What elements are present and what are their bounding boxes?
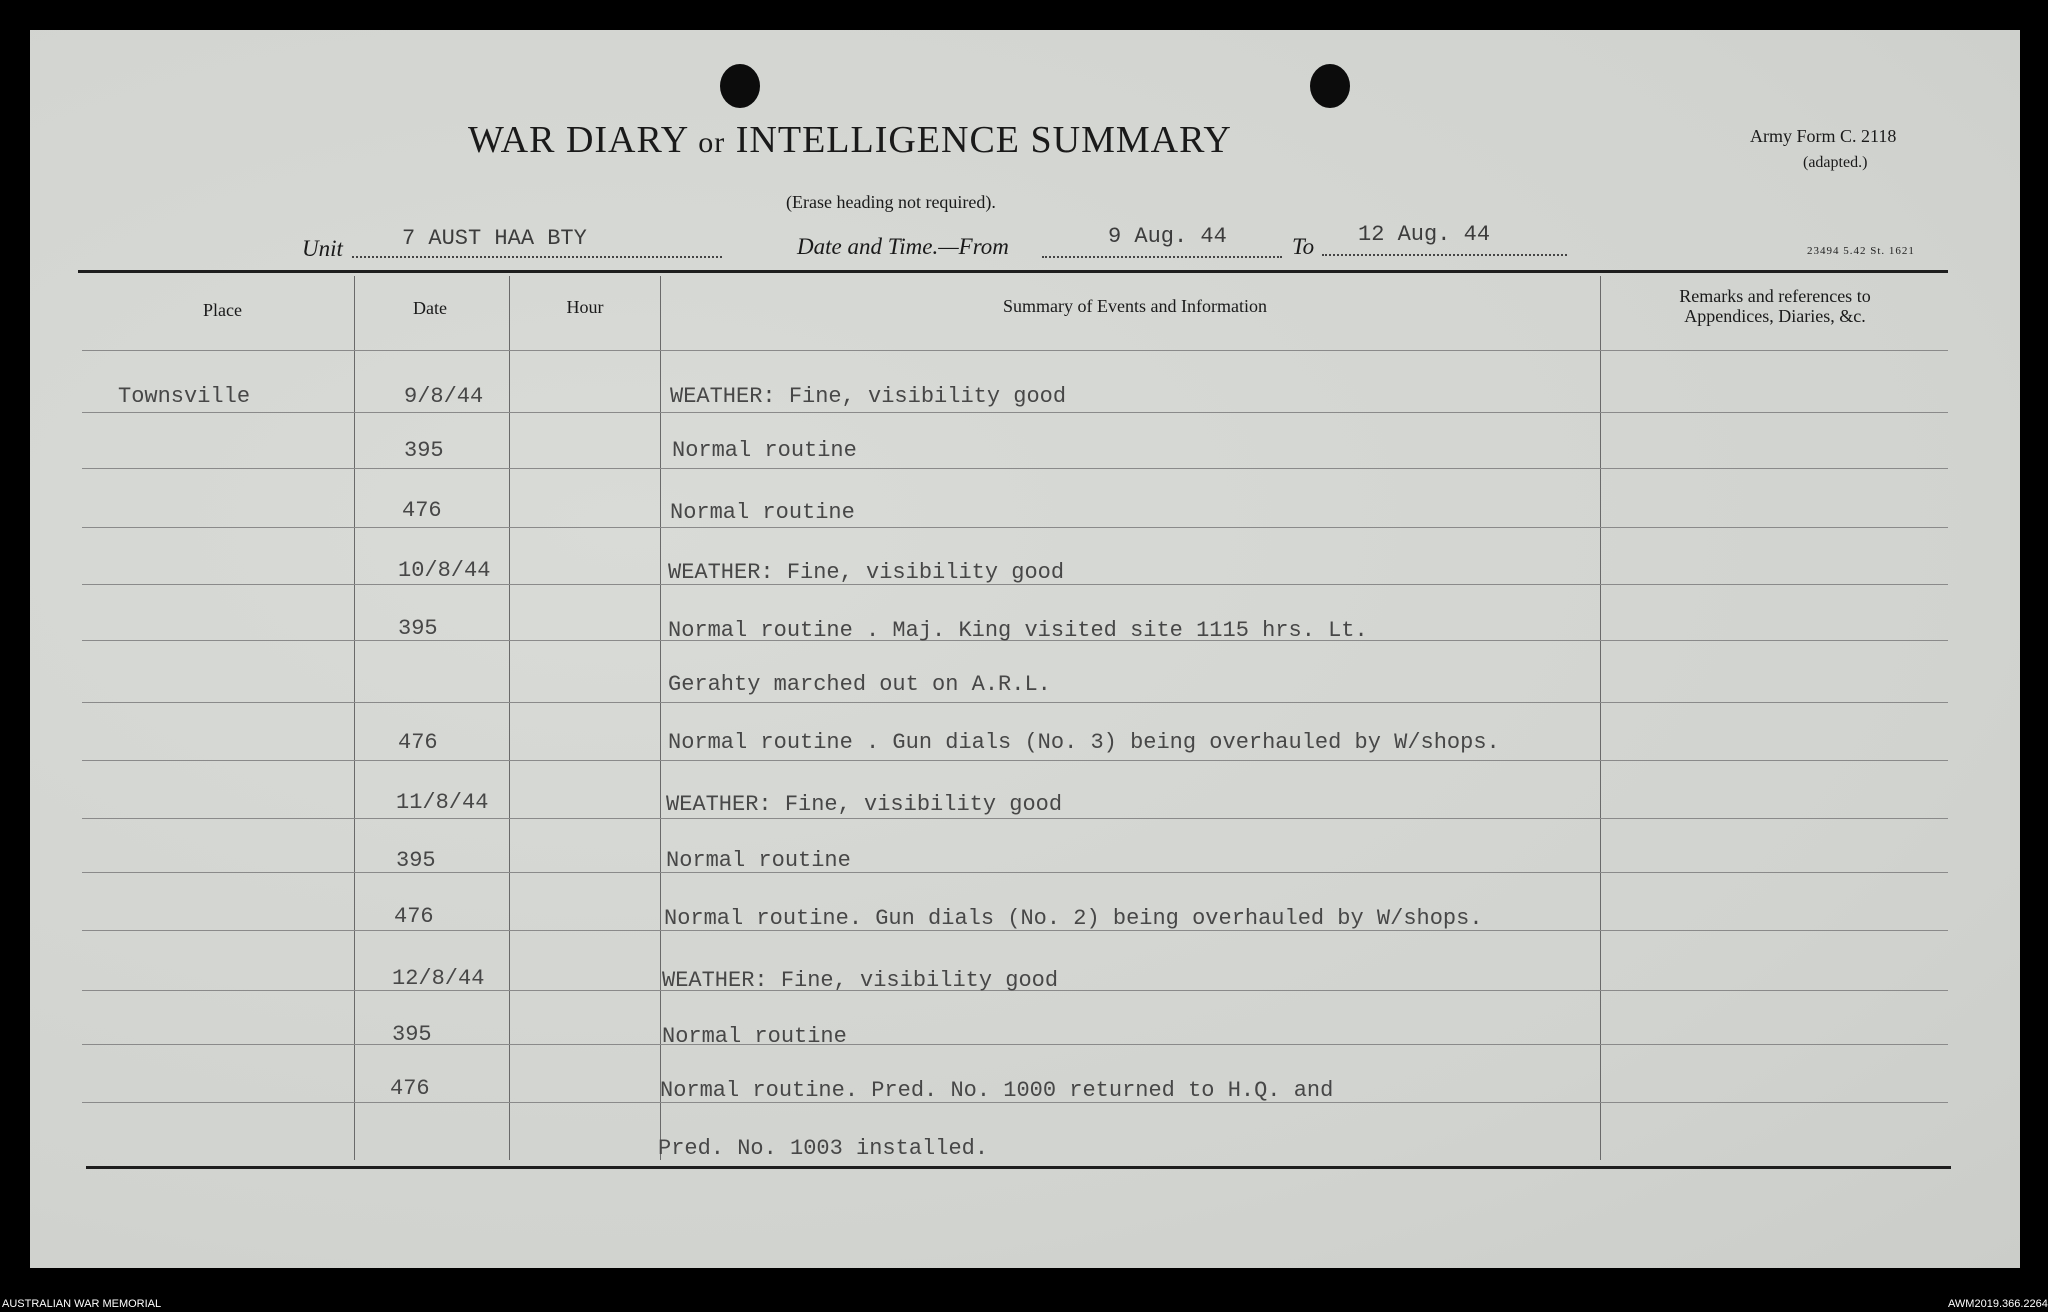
army-form-adapted: (adapted.) [1803, 154, 1868, 171]
row-13-summary: Normal routine. Pred. No. 1000 returned to H.Q. and [660, 1078, 1334, 1103]
row-3-date: 476 [402, 498, 442, 523]
row-1-summary: WEATHER: Fine, visibility good [670, 384, 1067, 409]
row-12-summary: Normal routine [662, 1024, 847, 1049]
from-dotted-line [1042, 256, 1282, 258]
army-form-number: Army Form C. 2118 [1750, 126, 1897, 146]
row-11-date: 12/8/44 [392, 966, 485, 991]
row-6-summary: Gerahty marched out on A.R.L. [668, 672, 1051, 697]
row-1-place: Townsville [118, 384, 251, 409]
row-7-date: 476 [398, 730, 438, 755]
row-9-summary: Normal routine [666, 848, 851, 873]
row-3-summary: Normal routine [670, 500, 855, 525]
row-rule [82, 468, 1948, 469]
column-header-remarks-line2: Appendices, Diaries, &c. [1684, 306, 1866, 326]
row-4-date: 10/8/44 [398, 558, 491, 583]
print-code: 23494 5.42 St. 1621 [1807, 245, 1915, 257]
header-row-rule [82, 350, 1948, 351]
date-to-value: 12 Aug. 44 [1358, 222, 1491, 247]
table-top-rule [78, 270, 1948, 273]
unit-dotted-line [352, 256, 722, 258]
row-9-date: 395 [396, 848, 436, 873]
row-2-date: 395 [404, 438, 444, 463]
unit-label: Unit [302, 236, 343, 261]
title-or: or [698, 126, 726, 159]
row-1-date: 9/8/44 [404, 384, 484, 409]
footer-institution: AUSTRALIAN WAR MEMORIAL [2, 1298, 162, 1310]
column-header-place: Place [203, 300, 242, 320]
column-divider-place [354, 276, 355, 1160]
row-14-summary: Pred. No. 1003 installed. [658, 1136, 989, 1161]
row-rule [82, 818, 1948, 819]
table-bottom-rule [86, 1166, 1951, 1169]
title-war-diary: WAR DIARY [468, 119, 688, 161]
row-5-summary: Normal routine . Maj. King visited site 1115 hrs. Lt. [668, 618, 1368, 643]
to-label: To [1292, 234, 1315, 259]
row-12-date: 395 [392, 1022, 432, 1047]
row-2-summary: Normal routine [672, 438, 857, 463]
row-4-summary: WEATHER: Fine, visibility good [668, 560, 1065, 585]
row-rule [82, 760, 1948, 761]
unit-value: 7 AUST HAA BTY [402, 226, 587, 251]
date-time-label: Date and Time.—From [797, 234, 1009, 259]
row-10-date: 476 [394, 904, 434, 929]
column-divider-summary [1600, 276, 1601, 1160]
form-title [468, 118, 1232, 162]
row-5-date: 395 [398, 616, 438, 641]
column-header-remarks-line1: Remarks and references to [1679, 286, 1871, 306]
row-rule [82, 412, 1948, 413]
column-header-date: Date [413, 298, 447, 318]
row-rule [82, 702, 1948, 703]
date-from-value: 9 Aug. 44 [1108, 224, 1227, 249]
column-divider-date [509, 276, 510, 1160]
to-dotted-line [1322, 254, 1567, 256]
row-8-date: 11/8/44 [396, 790, 489, 815]
row-rule [82, 872, 1948, 873]
form-subtitle: (Erase heading not required). [786, 192, 996, 212]
row-11-summary: WEATHER: Fine, visibility good [662, 968, 1059, 993]
row-8-summary: WEATHER: Fine, visibility good [666, 792, 1063, 817]
column-header-summary: Summary of Events and Information [1003, 296, 1267, 316]
row-10-summary: Normal routine. Gun dials (No. 2) being overhauled by W/shops. [664, 906, 1483, 931]
row-rule [82, 1044, 1948, 1045]
punch-hole-right [1310, 64, 1350, 108]
footer-accession-number: AWM2019.366.2264 [1948, 1298, 2048, 1310]
row-rule [82, 527, 1948, 528]
row-7-summary: Normal routine . Gun dials (No. 3) being overhauled by W/shops. [668, 730, 1500, 755]
punch-hole-left [720, 64, 760, 108]
column-divider-hour [660, 276, 661, 1160]
column-header-hour: Hour [566, 297, 604, 317]
row-13-date: 476 [390, 1076, 430, 1101]
title-intelligence-summary: INTELLIGENCE SUMMARY [735, 119, 1232, 161]
